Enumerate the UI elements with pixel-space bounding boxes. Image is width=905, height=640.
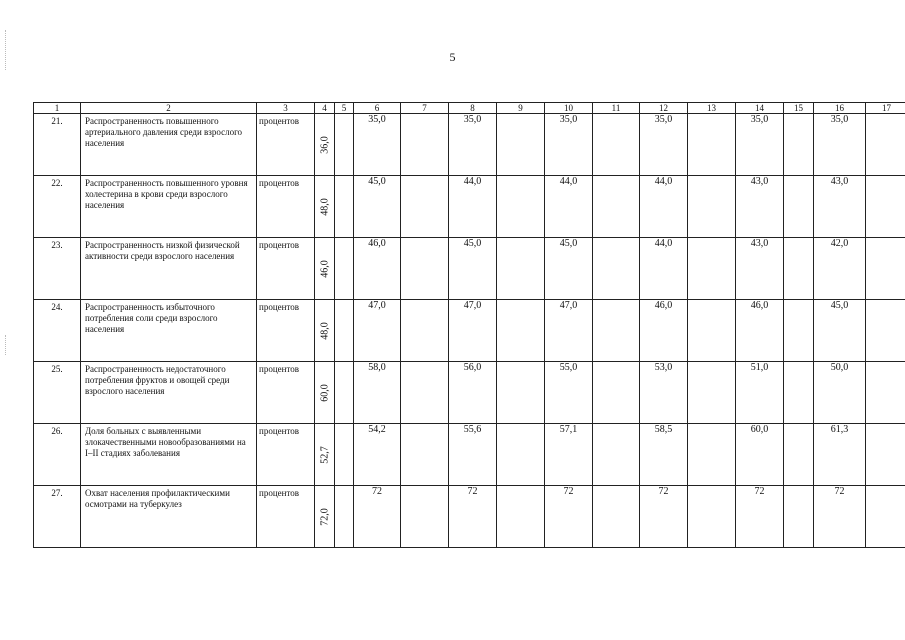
base-value xyxy=(315,238,335,300)
table-row xyxy=(34,424,905,486)
empty-cell xyxy=(866,486,905,548)
empty-cell xyxy=(401,486,449,548)
empty-cell xyxy=(497,176,545,238)
base-value-text: 36,0 xyxy=(319,135,330,154)
empty-cell xyxy=(335,176,354,238)
column-header: 5 xyxy=(335,103,354,114)
empty-cell xyxy=(866,424,905,486)
empty-cell xyxy=(593,114,640,176)
base-value-text: 60,0 xyxy=(319,383,330,402)
empty-cell xyxy=(401,176,449,238)
empty-cell xyxy=(866,176,905,238)
empty-cell xyxy=(497,486,545,548)
value-cell: 45,0 xyxy=(814,300,866,362)
empty-cell xyxy=(401,424,449,486)
value-cell: 55,6 xyxy=(449,424,497,486)
indicator-name: Распространенность избыточного потребления соли среди взрослого населения xyxy=(81,300,257,362)
indicator-name: Распространенность низкой физической активности среди взрослого населения xyxy=(81,238,257,300)
value-cell: 53,0 xyxy=(640,362,688,424)
scan-artifact xyxy=(5,335,8,355)
value-cell: 50,0 xyxy=(814,362,866,424)
empty-cell xyxy=(593,238,640,300)
value-cell: 72 xyxy=(354,486,401,548)
column-header: 15 xyxy=(784,103,814,114)
base-value xyxy=(315,300,335,362)
empty-cell xyxy=(866,238,905,300)
unit-of-measure: процентов xyxy=(257,362,315,424)
row-number: 21. xyxy=(34,114,81,176)
value-cell: 72 xyxy=(545,486,593,548)
empty-cell xyxy=(784,362,814,424)
value-cell: 47,0 xyxy=(354,300,401,362)
empty-cell xyxy=(784,114,814,176)
value-cell: 35,0 xyxy=(545,114,593,176)
column-header: 2 xyxy=(81,103,257,114)
empty-cell xyxy=(784,486,814,548)
column-header: 4 xyxy=(315,103,335,114)
table-row xyxy=(34,486,905,548)
unit-of-measure: процентов xyxy=(257,114,315,176)
row-number: 24. xyxy=(34,300,81,362)
value-cell: 46,0 xyxy=(736,300,784,362)
empty-cell xyxy=(593,300,640,362)
value-cell: 35,0 xyxy=(640,114,688,176)
empty-cell xyxy=(401,238,449,300)
base-value-text: 48,0 xyxy=(319,197,330,216)
value-cell: 47,0 xyxy=(545,300,593,362)
value-cell: 54,2 xyxy=(354,424,401,486)
base-value xyxy=(315,486,335,548)
value-cell: 58,0 xyxy=(354,362,401,424)
value-cell: 51,0 xyxy=(736,362,784,424)
unit-of-measure: процентов xyxy=(257,238,315,300)
column-header: 14 xyxy=(736,103,784,114)
column-header: 11 xyxy=(593,103,640,114)
empty-cell xyxy=(401,362,449,424)
empty-cell xyxy=(866,114,905,176)
value-cell: 44,0 xyxy=(545,176,593,238)
empty-cell xyxy=(688,114,736,176)
empty-cell xyxy=(497,362,545,424)
base-value xyxy=(315,176,335,238)
empty-cell xyxy=(688,362,736,424)
empty-cell xyxy=(593,176,640,238)
value-cell: 43,0 xyxy=(736,176,784,238)
empty-cell xyxy=(688,424,736,486)
value-cell: 35,0 xyxy=(354,114,401,176)
value-cell: 56,0 xyxy=(449,362,497,424)
column-header: 9 xyxy=(497,103,545,114)
row-number: 23. xyxy=(34,238,81,300)
empty-cell xyxy=(497,238,545,300)
column-header: 7 xyxy=(401,103,449,114)
value-cell: 44,0 xyxy=(640,176,688,238)
base-value xyxy=(315,424,335,486)
empty-cell xyxy=(335,362,354,424)
table-row xyxy=(34,176,905,238)
table-row xyxy=(34,362,905,424)
table-row xyxy=(34,300,905,362)
empty-cell xyxy=(784,176,814,238)
value-cell: 45,0 xyxy=(449,238,497,300)
base-value-text: 48,0 xyxy=(319,321,330,340)
value-cell: 72 xyxy=(736,486,784,548)
row-number: 22. xyxy=(34,176,81,238)
empty-cell xyxy=(335,424,354,486)
base-value-text: 72,0 xyxy=(319,507,330,526)
value-cell: 35,0 xyxy=(814,114,866,176)
column-header: 6 xyxy=(354,103,401,114)
value-cell: 45,0 xyxy=(354,176,401,238)
column-header: 16 xyxy=(814,103,866,114)
empty-cell xyxy=(335,486,354,548)
value-cell: 45,0 xyxy=(545,238,593,300)
column-header: 10 xyxy=(545,103,593,114)
empty-cell xyxy=(688,300,736,362)
base-value-text: 52,7 xyxy=(319,445,330,464)
value-cell: 44,0 xyxy=(449,176,497,238)
base-value xyxy=(315,362,335,424)
column-header: 1 xyxy=(34,103,81,114)
empty-cell xyxy=(593,362,640,424)
indicator-name: Распространенность недостаточного потребления фруктов и овощей среди взрослого населения xyxy=(81,362,257,424)
table-row xyxy=(34,238,905,300)
value-cell: 60,0 xyxy=(736,424,784,486)
header-row xyxy=(34,103,905,114)
value-cell: 58,5 xyxy=(640,424,688,486)
empty-cell xyxy=(593,424,640,486)
empty-cell xyxy=(401,114,449,176)
base-value xyxy=(315,114,335,176)
unit-of-measure: процентов xyxy=(257,300,315,362)
indicators-table xyxy=(33,102,905,548)
row-number: 27. xyxy=(34,486,81,548)
empty-cell xyxy=(688,238,736,300)
value-cell: 72 xyxy=(640,486,688,548)
value-cell: 46,0 xyxy=(640,300,688,362)
base-value-text: 46,0 xyxy=(319,259,330,278)
column-header: 3 xyxy=(257,103,315,114)
value-cell: 35,0 xyxy=(736,114,784,176)
value-cell: 46,0 xyxy=(354,238,401,300)
indicator-name: Охват населения профилактическими осмотрами на туберкулез xyxy=(81,486,257,548)
value-cell: 55,0 xyxy=(545,362,593,424)
empty-cell xyxy=(497,300,545,362)
empty-cell xyxy=(784,424,814,486)
empty-cell xyxy=(784,300,814,362)
value-cell: 43,0 xyxy=(736,238,784,300)
unit-of-measure: процентов xyxy=(257,176,315,238)
unit-of-measure: процентов xyxy=(257,486,315,548)
empty-cell xyxy=(866,362,905,424)
column-header: 17 xyxy=(866,103,905,114)
empty-cell xyxy=(866,300,905,362)
indicator-name: Распространенность повышенного уровня холестерина в крови среди взрослого населения xyxy=(81,176,257,238)
column-header: 13 xyxy=(688,103,736,114)
value-cell: 61,3 xyxy=(814,424,866,486)
value-cell: 35,0 xyxy=(449,114,497,176)
value-cell: 72 xyxy=(814,486,866,548)
value-cell: 72 xyxy=(449,486,497,548)
empty-cell xyxy=(784,238,814,300)
empty-cell xyxy=(497,114,545,176)
column-header: 8 xyxy=(449,103,497,114)
row-number: 26. xyxy=(34,424,81,486)
row-number: 25. xyxy=(34,362,81,424)
value-cell: 44,0 xyxy=(640,238,688,300)
empty-cell xyxy=(497,424,545,486)
value-cell: 47,0 xyxy=(449,300,497,362)
value-cell: 57,1 xyxy=(545,424,593,486)
empty-cell xyxy=(401,300,449,362)
empty-cell xyxy=(593,486,640,548)
indicator-name: Распространенность повышенного артериального давления среди взрослого населения xyxy=(81,114,257,176)
value-cell: 42,0 xyxy=(814,238,866,300)
indicator-name: Доля больных с выявленными злокачественными новообразованиями на I–II стадиях заболевания xyxy=(81,424,257,486)
empty-cell xyxy=(688,486,736,548)
empty-cell xyxy=(688,176,736,238)
unit-of-measure: процентов xyxy=(257,424,315,486)
table-row xyxy=(34,114,905,176)
empty-cell xyxy=(335,300,354,362)
empty-cell xyxy=(335,238,354,300)
column-header: 12 xyxy=(640,103,688,114)
empty-cell xyxy=(335,114,354,176)
page-number: 5 xyxy=(449,50,456,64)
value-cell: 43,0 xyxy=(814,176,866,238)
